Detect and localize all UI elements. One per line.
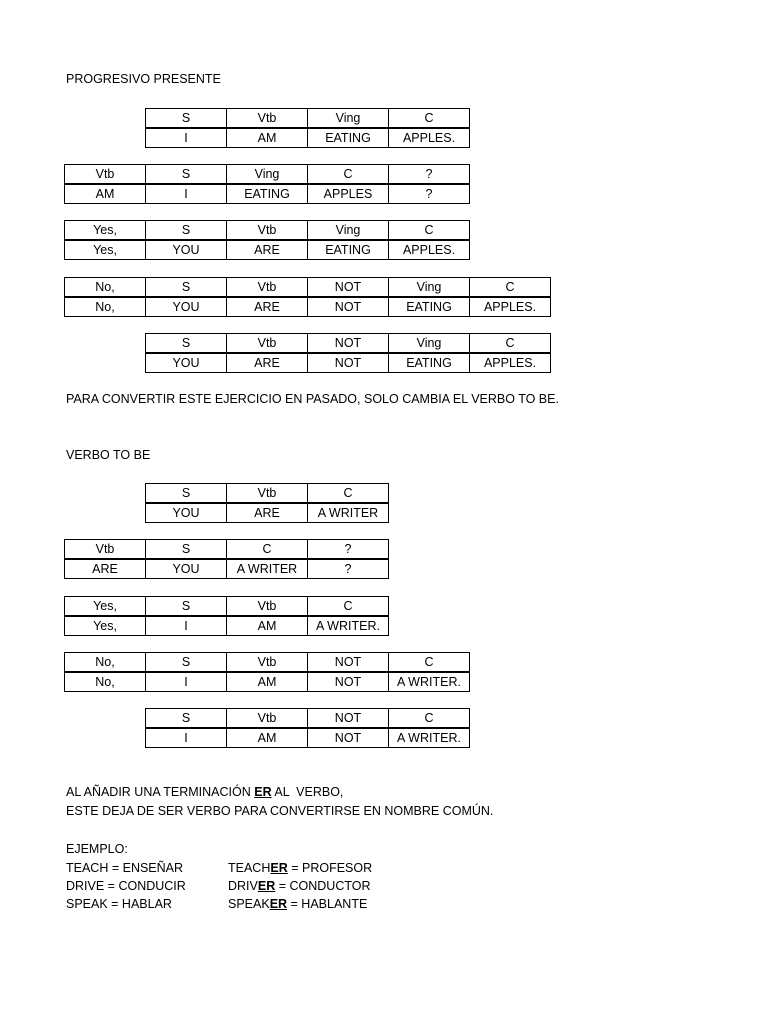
table-cell: A WRITER	[227, 559, 308, 579]
table-header-cell: Yes,	[65, 597, 146, 617]
table-header-row	[146, 709, 470, 729]
table-cell: APPLES.	[470, 353, 551, 373]
table-cell: APPLES.	[389, 128, 470, 148]
table-header-cell: Vtb	[65, 165, 146, 185]
table-header-row	[65, 653, 470, 673]
er-note-line-2: ESTE DEJA DE SER VERBO PARA CONVERTIRSE EN NOMBRE COMÚN.	[66, 804, 494, 818]
table-cell: Yes,	[65, 240, 146, 260]
table-cell: YOU	[146, 353, 227, 373]
table-header-cell: C	[389, 221, 470, 241]
table-to-be-short-yes	[64, 596, 389, 636]
er-note-text-b: AL VERBO,	[271, 785, 344, 799]
table-progressive-negative	[145, 333, 551, 373]
table-header-cell: Vtb	[227, 221, 308, 241]
table-header-cell: Vtb	[227, 278, 308, 298]
table-cell: I	[146, 128, 227, 148]
table-header-cell: No,	[65, 278, 146, 298]
table-header-row	[65, 540, 389, 560]
table-cell: YOU	[146, 559, 227, 579]
table-to-be-question	[64, 539, 389, 579]
table-row	[146, 728, 470, 748]
er-note-text-a: AL AÑADIR UNA TERMINACIÓN	[66, 785, 255, 799]
table-header-cell: C	[308, 484, 389, 504]
section-title-progresivo: PROGRESIVO PRESENTE	[66, 72, 221, 86]
table-row	[65, 297, 551, 317]
table-row	[65, 672, 470, 692]
table-cell: A WRITER	[308, 503, 389, 523]
table-header-cell: Ving	[308, 221, 389, 241]
table-header-cell: Vtb	[227, 484, 308, 504]
table-row	[146, 353, 551, 373]
noun-meaning: = CONDUCTOR	[275, 879, 371, 893]
table-cell: NOT	[308, 728, 389, 748]
table-cell: ARE	[227, 297, 308, 317]
table-header-cell: NOT	[308, 709, 389, 729]
table-cell: ?	[308, 559, 389, 579]
er-note-suffix: ER	[254, 785, 272, 799]
table-cell: APPLES.	[389, 240, 470, 260]
table-header-cell: Vtb	[227, 709, 308, 729]
note-past: PARA CONVERTIR ESTE EJERCICIO EN PASADO, SOLO CAMBIA EL VERBO TO BE.	[66, 392, 559, 406]
example-noun-driver	[228, 877, 371, 895]
table-row	[65, 240, 470, 260]
table-cell: AM	[65, 184, 146, 204]
table-cell: EATING	[308, 128, 389, 148]
table-header-cell: Ving	[389, 334, 470, 354]
table-cell: NOT	[308, 297, 389, 317]
table-header-cell: S	[146, 221, 227, 241]
table-header-cell: C	[308, 165, 389, 185]
table-header-row	[146, 484, 389, 504]
table-header-cell: C	[389, 653, 470, 673]
table-header-cell: NOT	[308, 278, 389, 298]
table-cell: A WRITER.	[308, 616, 389, 636]
table-header-cell: Vtb	[227, 653, 308, 673]
table-to-be-short-no	[64, 652, 470, 692]
table-row	[65, 616, 389, 636]
noun-stem: DRIV	[228, 879, 258, 893]
table-header-cell: S	[146, 540, 227, 560]
example-verb-speak: SPEAK = HABLAR	[66, 897, 172, 911]
table-header-cell: S	[146, 709, 227, 729]
example-noun-teacher	[228, 859, 372, 877]
table-cell: ARE	[65, 559, 146, 579]
table-header-row	[146, 109, 470, 129]
table-header-cell: S	[146, 484, 227, 504]
example-noun-speaker	[228, 895, 367, 913]
noun-meaning: = HABLANTE	[287, 897, 368, 911]
table-cell: NOT	[308, 672, 389, 692]
table-cell: I	[146, 616, 227, 636]
table-header-row	[65, 278, 551, 298]
table-cell: YOU	[146, 503, 227, 523]
table-progressive-short-yes	[64, 220, 470, 260]
table-header-cell: ?	[389, 165, 470, 185]
example-verb-teach: TEACH = ENSEÑAR	[66, 861, 184, 875]
table-cell: EATING	[227, 184, 308, 204]
table-cell: AM	[227, 672, 308, 692]
noun-stem: TEACH	[228, 861, 271, 875]
table-header-row	[65, 221, 470, 241]
table-header-cell: S	[146, 597, 227, 617]
er-note-line-1	[66, 784, 343, 800]
table-progressive-short-no	[64, 277, 551, 317]
table-header-cell: C	[389, 709, 470, 729]
table-cell: ARE	[227, 353, 308, 373]
noun-meaning: = PROFESOR	[287, 861, 373, 875]
table-cell: A WRITER.	[389, 672, 470, 692]
table-header-row	[65, 597, 389, 617]
table-cell: I	[146, 184, 227, 204]
example-label: EJEMPLO:	[66, 842, 128, 856]
table-cell: No,	[65, 297, 146, 317]
table-cell: ?	[389, 184, 470, 204]
table-header-cell: NOT	[308, 653, 389, 673]
table-header-cell: S	[146, 278, 227, 298]
table-progressive-affirmative	[145, 108, 470, 148]
noun-stem: SPEAK	[228, 897, 270, 911]
table-cell: I	[146, 728, 227, 748]
table-row	[146, 503, 389, 523]
noun-suffix: ER	[269, 897, 288, 911]
table-progressive-question	[64, 164, 470, 204]
table-header-cell: Vtb	[227, 334, 308, 354]
table-header-cell: Vtb	[227, 597, 308, 617]
table-cell: A WRITER.	[389, 728, 470, 748]
table-cell: AM	[227, 128, 308, 148]
table-cell: Yes,	[65, 616, 146, 636]
table-cell: No,	[65, 672, 146, 692]
table-row	[65, 559, 389, 579]
table-cell: EATING	[308, 240, 389, 260]
table-header-cell: C	[470, 278, 551, 298]
example-verb-drive: DRIVE = CONDUCIR	[66, 879, 186, 893]
table-header-cell: S	[146, 165, 227, 185]
table-cell: YOU	[146, 297, 227, 317]
table-header-cell: S	[146, 109, 227, 129]
table-header-row	[65, 165, 470, 185]
table-header-cell: Ving	[308, 109, 389, 129]
table-cell: EATING	[389, 353, 470, 373]
table-row	[65, 184, 470, 204]
table-cell: EATING	[389, 297, 470, 317]
table-header-cell: Ving	[389, 278, 470, 298]
noun-suffix: ER	[270, 861, 288, 875]
table-cell: I	[146, 672, 227, 692]
table-cell: AM	[227, 616, 308, 636]
table-header-cell: ?	[308, 540, 389, 560]
table-cell: APPLES.	[470, 297, 551, 317]
table-header-cell: S	[146, 653, 227, 673]
table-to-be-affirmative	[145, 483, 389, 523]
table-header-cell: C	[227, 540, 308, 560]
section-title-to-be: VERBO TO BE	[66, 448, 151, 462]
table-header-cell: C	[389, 109, 470, 129]
table-header-cell: Vtb	[65, 540, 146, 560]
table-cell: APPLES	[308, 184, 389, 204]
table-header-cell: Ving	[227, 165, 308, 185]
noun-suffix: ER	[257, 879, 276, 893]
table-header-cell: NOT	[308, 334, 389, 354]
table-header-cell: Yes,	[65, 221, 146, 241]
table-row	[146, 128, 470, 148]
table-cell: ARE	[227, 240, 308, 260]
table-cell: ARE	[227, 503, 308, 523]
table-header-cell: Vtb	[227, 109, 308, 129]
table-cell: YOU	[146, 240, 227, 260]
table-header-cell: No,	[65, 653, 146, 673]
table-to-be-negative	[145, 708, 470, 748]
table-header-cell: C	[308, 597, 389, 617]
table-cell: AM	[227, 728, 308, 748]
table-header-cell: S	[146, 334, 227, 354]
table-header-row	[146, 334, 551, 354]
table-header-cell: C	[470, 334, 551, 354]
table-cell: NOT	[308, 353, 389, 373]
